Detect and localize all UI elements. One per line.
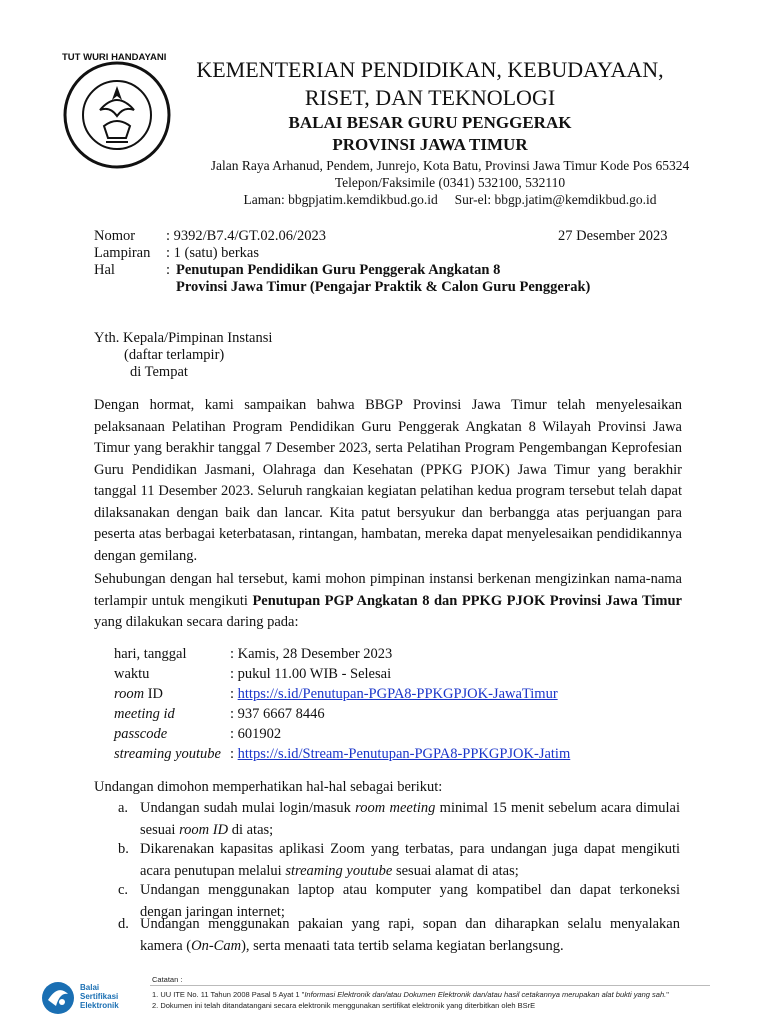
footer-note-1 [152,990,669,999]
note-b-italic: streaming youtube [285,862,393,879]
meeting-label: meeting id [114,706,175,722]
lampiran-label: Lampiran [94,245,151,261]
streaming-value [230,746,570,763]
footer-catatan: Catatan : [152,975,183,984]
note-d-marker: d. [118,916,129,932]
passcode-value: : 601902 [230,726,282,742]
bsre-line-3: Elektronik [80,1001,119,1010]
room-label [114,686,163,703]
office-email: Sur-el: bbgp.jatim@kemdikbud.go.id [454,192,657,207]
note-a-part1: Undangan sudah mulai login/masuk [140,800,356,816]
footer-note-1-b: " [666,990,669,999]
note-a-text [140,798,680,841]
hal-subject-line-2: Provinsi Jawa Timur (Pengajar Praktik & Calon Guru Penggerak) [176,279,591,295]
office-contacts [180,192,720,208]
bsre-line-1: Balai [80,983,100,992]
note-d-part2: ), serta menaati tata tertib selama kegiatan berlangsung. [241,937,564,954]
ministry-line-2: RISET, DAN TEKNOLOGI [304,85,556,110]
footer-note-2: 2. Dokumen ini telah ditandatangani secara elektronik menggunakan sertifikat elektronik yang diterbitkan oleh BSrE [152,1001,536,1010]
note-c-text: Undangan menggunakan laptop atau komputer yang kompatibel dan dapat terkoneksi dengan jaringan internet; [140,882,680,920]
footer-note-1-italic: Informasi Elektronik dan/atau Dokumen Elektronik dan/atau hasil cetakannya merupakan alat bukti yang sah. [304,990,667,999]
hal-subject-line-1: Penutupan Pendidikan Guru Penggerak Angkatan 8 [176,262,501,278]
office-phone: Telepon/Faksimile (0341) 532100, 532110 [334,175,566,190]
office-line-1: BALAI BESAR GURU PENGGERAK [288,113,572,132]
day-label: hari, tanggal [114,646,187,662]
note-b-part2: sesuai alamat di atas; [392,862,519,879]
room-label-rest: ID [144,686,164,702]
paragraph-request-part1: Sehubungan dengan hal tersebut, kami mohon pimpinan instansi berkenan mengizinkan nama-nama terlampir untuk mengikuti [94,571,682,609]
note-c-marker: c. [118,882,129,898]
notes-intro: Undangan dimohon memperhatikan hal-hal sebagai berikut: [94,779,443,795]
paragraph-request [94,569,682,634]
letter-date: 27 Desember 2023 [558,228,668,244]
time-value: : pukul 11.00 WIB - Selesai [230,666,392,682]
bsre-line-2: Sertifikasi [80,992,119,1001]
note-b-text [140,839,680,882]
office-website: Laman: bbgpjatim.kemdikbud.go.id [243,192,438,207]
nomor-label: Nomor [94,228,136,244]
note-a-marker: a. [118,800,129,816]
recipient-line-3: di Tempat [130,364,188,380]
paragraph-request-event: Penutupan PGP Angkatan 8 dan PPKG PJOK Provinsi Jawa Timur [252,592,682,609]
paragraph-opening: Dengan hormat, kami sampaikan bahwa BBGP Provinsi Jawa Timur telah menyelesaikan pelaksanaan Pelatihan Program Pendidikan Guru Penggerak Angkatan 8 Wilayah Provinsi Jawa Timur yang berakhir tanggal 7 Desember 2023, serta Pelatihan Program Pengembangan Keprofesian Guru Pendidikan Jasmani, Olahraga dan Kesehatan (PPKG PJOK) Jawa Timur yang berakhir tanggal 11 Desember 2023. Seluruh rangkaian kegiatan pelatihan kedua program tersebut telah dapat dilaksanakan dengan baik dan lancar. Kita patut bersyukur dan berbangga atas perjuangan para peserta atas berbagai keterbatasan, rintangan, hambatan, mereka dapat menyelesaikan pendidikannya dengan gemilang. [94,397,682,564]
hal-colon: : [166,262,171,278]
office-line-2: PROVINSI JAWA TIMUR [332,135,528,154]
recipient-line-1: Yth. Kepala/Pimpinan Instansi [94,330,273,346]
room-label-italic: room [114,686,145,702]
logo-motto: TUT WURI HANDAYANI [62,52,167,63]
lampiran-value: : 1 (satu) berkas [166,245,260,261]
office-address: Jalan Raya Arhanud, Pendem, Junrejo, Kota Batu, Provinsi Jawa Timur Kode Pos 65324 [210,158,690,173]
note-d-text [140,914,680,957]
meeting-value: : 937 6667 8446 [230,706,325,722]
paragraph-request-part2: yang dilakukan secara daring pada: [94,614,299,630]
streaming-colon: : [230,746,238,762]
note-d-italic: On-Cam [191,937,242,954]
nomor-value: : 9392/B7.4/GT.02.06/2023 [166,228,327,244]
footer-note-1-a: 1. UU ITE No. 11 Tahun 2008 Pasal 5 Ayat 1 " [152,990,305,999]
note-a-italic1: room meeting [355,800,436,816]
note-a-part2: minimal 15 menit sebelum acara dimulai sesuai [140,800,680,838]
hal-label: Hal [94,262,115,278]
time-label: waktu [114,666,150,682]
streaming-link[interactable]: https://s.id/Stream-Penutupan-PGPA8-PPKGPJOK-Jatim [237,746,571,762]
day-value: : Kamis, 28 Desember 2023 [230,646,393,662]
footer-divider [150,985,710,986]
room-link[interactable]: https://s.id/Penutupan-PGPA8-PPKGPJOK-JawaTimur [237,686,558,702]
room-colon: : [230,686,238,702]
recipient-line-2: (daftar terlampir) [124,347,225,363]
note-a-italic2: room ID [179,821,229,838]
ministry-line-1: KEMENTERIAN PENDIDIKAN, KEBUDAYAAN, [196,57,664,82]
tut-wuri-handayani-logo [62,52,172,170]
streaming-label: streaming youtube [114,746,221,762]
note-b-part1: Dikarenakan kapasitas aplikasi Zoom yang terbatas, para undangan juga dapat mengikuti acara penutupan melalui [140,841,680,879]
note-d-part1: Undangan menggunakan pakaian yang rapi, sopan dan diharapkan selalu menyalakan kamera ( [140,916,680,954]
passcode-label: passcode [114,726,168,742]
note-b-marker: b. [118,841,129,857]
room-value [230,686,558,703]
note-a-part3: di atas; [228,821,274,838]
